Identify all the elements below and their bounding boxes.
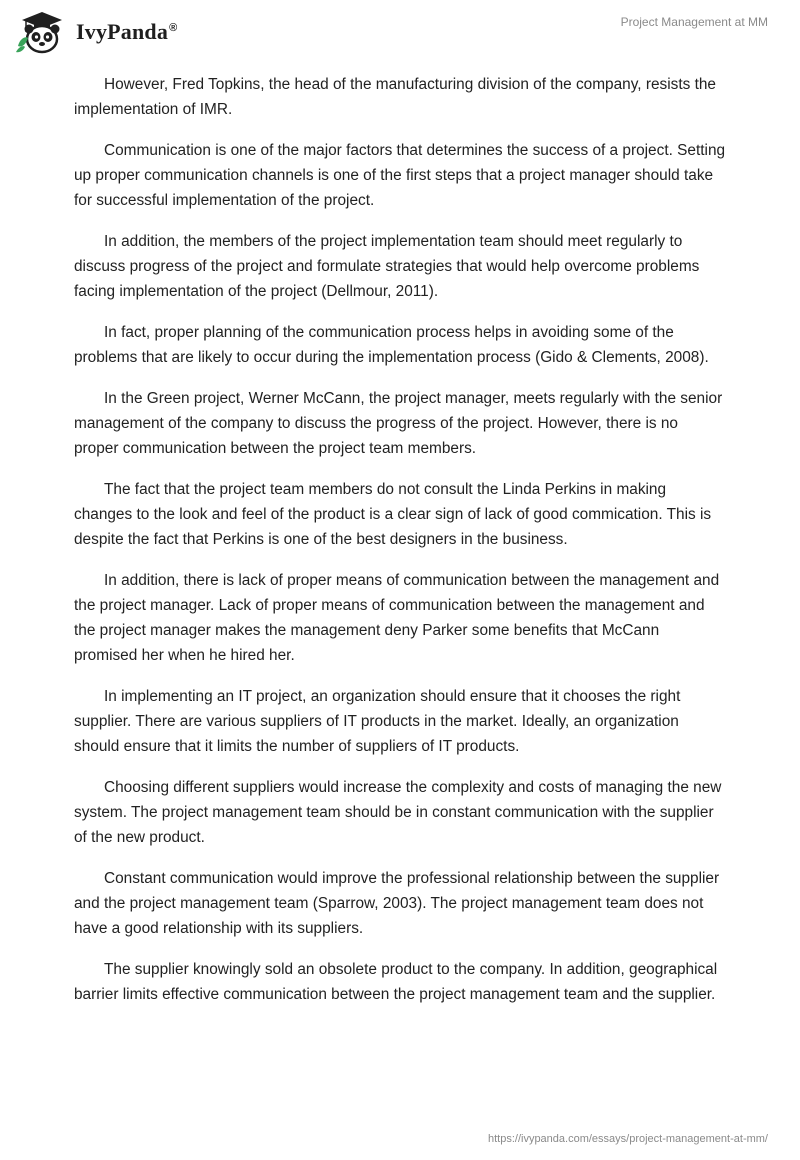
paragraph: The supplier knowingly sold an obsolete product to the company. In addition, geographical barrier limits effective communication between the project management team and the supplier. (74, 961, 718, 1003)
logo-text: IvyPanda (76, 19, 169, 44)
logo-wordmark (76, 19, 177, 45)
essay-body (74, 72, 726, 1023)
document-title: Project Management at MM (620, 15, 768, 29)
paragraph: Choosing different suppliers would increase the complexity and costs of managing the new system. The project management team should be in constant communication with the supplier of the new product. (74, 779, 722, 846)
paragraph: The fact that the project team members do not consult the Linda Perkins in making changes to the look and feel of the product is a clear sign of lack of good commication. This is despite the fact that Perkins is one of the best designers in the business. (74, 481, 712, 548)
paragraph: In addition, the members of the project implementation team should meet regularly to discuss progress of the project and formulate strategies that would help overcome problems facing implementation of the project (Dellmour, 2011). (74, 233, 700, 300)
paragraph: However, Fred Topkins, the head of the manufacturing division of the company, resists the implementation of IMR. (74, 76, 716, 118)
panda-graduate-icon (12, 8, 72, 56)
ivypanda-logo[interactable] (12, 8, 177, 56)
paragraph: In the Green project, Werner McCann, the project manager, meets regularly with the senior management of the company to discuss the progress of the project. However, there is no proper communication between the project team members. (74, 390, 723, 457)
source-url-link[interactable]: https://ivypanda.com/essays/project-management-at-mm/ (487, 1133, 768, 1145)
paragraph: In implementing an IT project, an organization should ensure that it chooses the right supplier. There are various suppliers of IT products in the market. Ideally, an organization should ensure that it limits the number of suppliers of IT products. (74, 688, 681, 755)
paragraph: In addition, there is lack of proper means of communication between the management and the project manager. Lack of proper means of communication between the management and the project manager makes the management deny Parker some benefits that McCann promised her when he hired her. (74, 572, 720, 664)
paragraph: Constant communication would improve the professional relationship between the supplier and the project management team (Sparrow, 2003). The project management team does not have a good relationship with its suppliers. (74, 870, 720, 937)
page-header (0, 0, 800, 60)
paragraph: Communication is one of the major factors that determines the success of a project. Setting up proper communication channels is one of the first steps that a project manager should take for successful implementation of the project. (74, 142, 726, 209)
registered-mark: ® (169, 21, 178, 34)
paragraph: In fact, proper planning of the communication process helps in avoiding some of the problems that are likely to occur during the implementation process (Gido & Clements, 2008). (74, 324, 709, 366)
